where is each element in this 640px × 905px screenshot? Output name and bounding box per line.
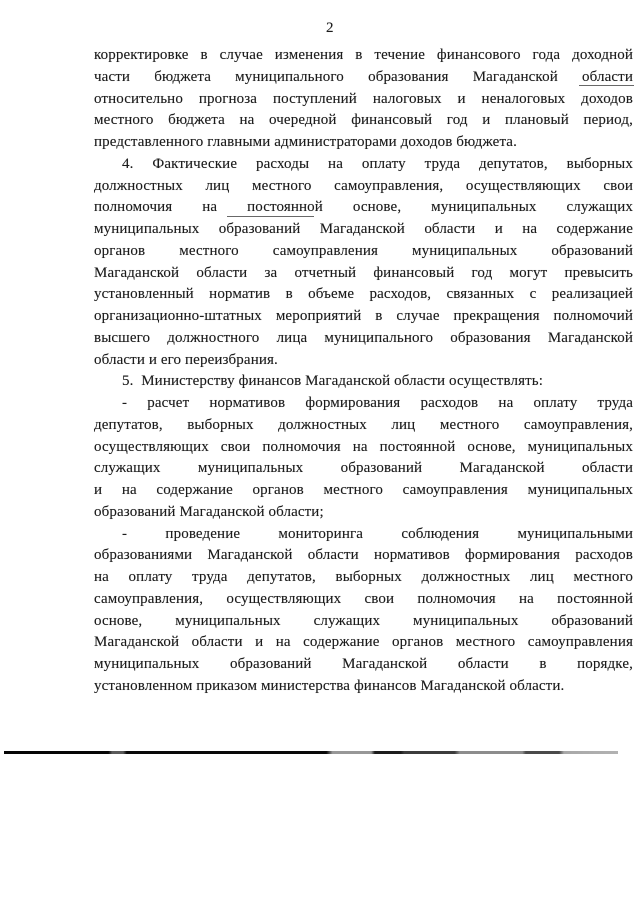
text-line: муниципальных образований Магаданской области в порядке, [94,656,633,672]
text-line: депутатов, выборных должностных лиц местного самоуправления, [94,416,633,433]
text-line: образований Магаданской области; [94,503,324,520]
text-line: и на содержание органов местного самоуправления муниципальных [94,482,633,498]
text-line: 5. Министерству финансов Магаданской области осуществлять: [122,373,544,390]
text-line: основе, муниципальных служащих муниципальных образований [94,612,633,629]
text-line: образованиями Магаданской области нормативов формирования расходов [94,547,633,564]
text-line: Магаданской области и на содержание органов местного самоуправления [94,634,633,651]
scan-artifact-line [579,85,634,86]
text-line: организационно-штатных мероприятий в случае прекращения полномочий [94,308,633,324]
text-line: должностных лиц местного самоуправления, осуществляющих свои [94,177,633,194]
text-line: относительно прогноза поступлений налоговых и неналоговых доходов [94,90,633,107]
text-line: на оплату труда депутатов, выборных должностных лиц местного [94,569,633,585]
text-line: установленный норматив в объеме расходов, связанных с реализацией [94,286,633,303]
text-line: осуществляющих свои полномочия на постоянной основе, муниципальных [94,438,633,455]
footer-rule [4,751,618,754]
text-line: служащих муниципальных образований Магаданской области [94,460,633,477]
text-line: части бюджета муниципального образования Магаданской области [94,68,633,85]
text-line: 4. Фактические расходы на оплату труда депутатов, выборных [122,155,633,172]
text-line: полномочия на постоянной основе, муниципальных служащих [94,199,633,216]
document-body [94,45,633,698]
text-line: Магаданской области за отчетный финансовый год могут превысить [94,264,633,281]
text-line: - расчет нормативов формирования расходов на оплату труда [122,395,633,411]
text-line: органов местного самоуправления муниципальных образований [94,242,633,259]
scan-artifact-line [227,216,314,217]
page-number: 2 [326,20,334,36]
text-line: области и его переизбрания. [94,351,278,368]
text-line: установленном приказом министерства финансов Магаданской области. [94,677,565,694]
text-line: высшего должностного лица муниципального образования Магаданской [94,329,633,346]
text-line: местного бюджета на очередной финансовый год и плановый период, [94,112,633,129]
text-line: - проведение мониторинга соблюдения муниципальными [122,525,633,542]
text-line: представленного главными администраторами доходов бюджета. [94,134,517,150]
text-line: корректировке в случае изменения в течение финансового года доходной [94,47,633,63]
text-line: самоуправления, осуществляющих свои полномочия на постоянной [94,590,633,607]
text-line: муниципальных образований Магаданской области и на содержание [94,221,633,237]
